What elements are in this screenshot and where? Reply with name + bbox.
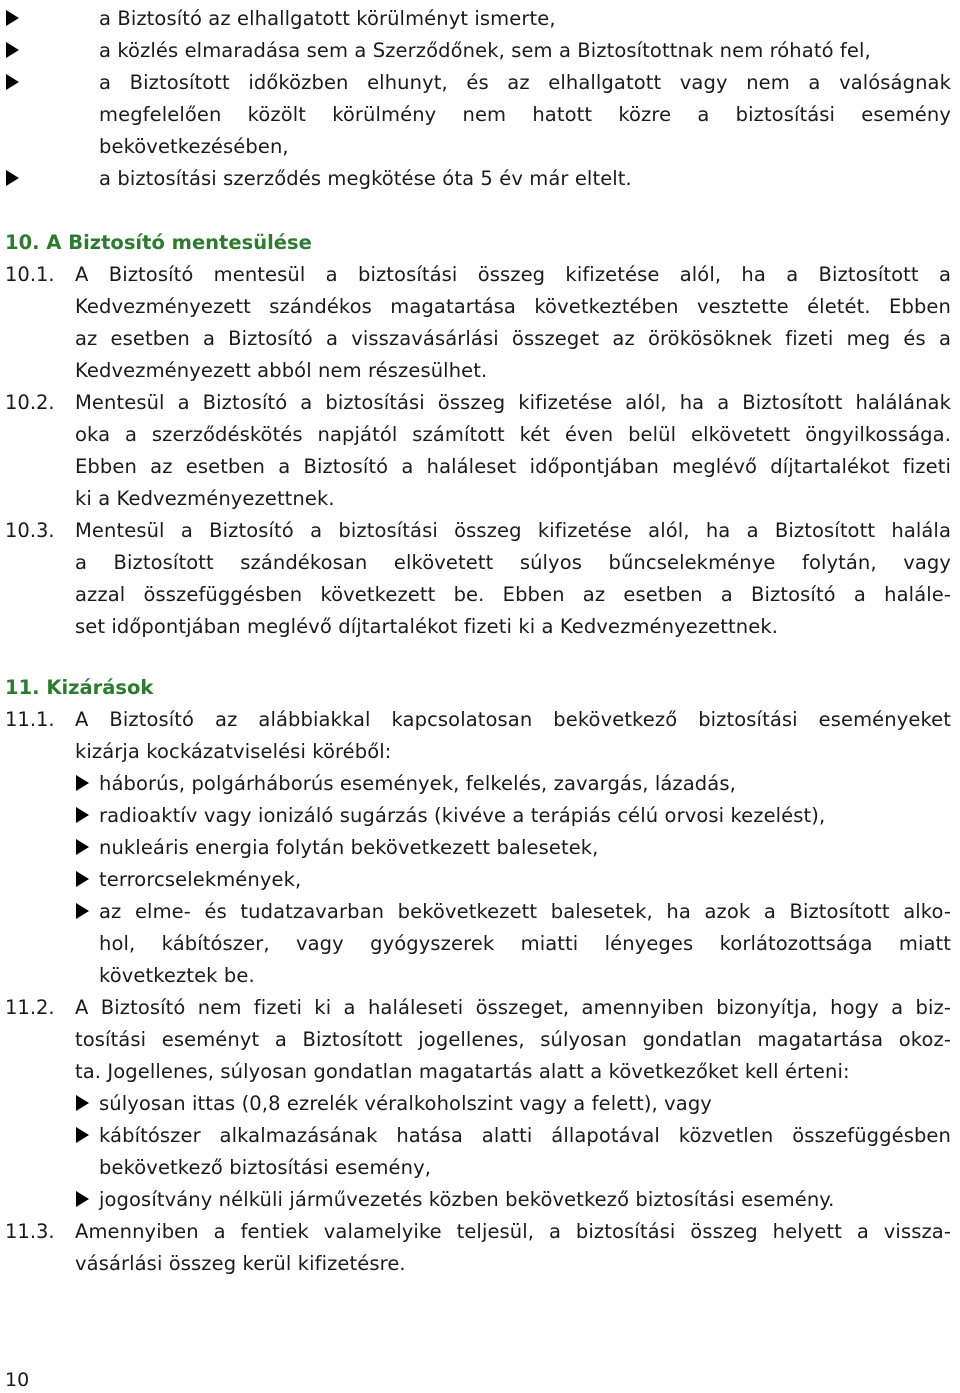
bullet-text: bekövetkezésében, xyxy=(99,135,289,158)
right-triangle-bullet-icon xyxy=(76,807,89,823)
paragraph-11-2 xyxy=(0,992,960,1024)
right-triangle-bullet-icon xyxy=(6,42,19,58)
paragraph-line xyxy=(0,736,960,768)
paragraph-line xyxy=(0,1056,960,1088)
paragraph-line xyxy=(0,1248,960,1280)
paragraph-number: 10.3. xyxy=(5,519,55,542)
paragraph-text: vásárlási összeg kerül kifizetésre. xyxy=(75,1252,406,1275)
section-heading xyxy=(0,227,960,259)
bullet-text: kábítószer alkalmazásának hatása alatti állapotával közvetlen összefüggésben xyxy=(99,1124,951,1147)
list-item xyxy=(0,3,960,35)
list-item xyxy=(0,67,960,99)
paragraph-number: 10.2. xyxy=(5,391,55,414)
paragraph-line xyxy=(0,323,960,355)
bullet-text: a közlés elmaradása sem a Szerződőnek, sem a Biztosítottnak nem róható fel, xyxy=(99,39,871,62)
paragraph-text: Mentesül a Biztosító a biztosítási összeg kifizetése alól, ha a Biztosított halálának xyxy=(75,391,951,414)
paragraph-number: 11.1. xyxy=(5,708,55,731)
bullet-text: következtek be. xyxy=(99,964,255,987)
paragraph-line xyxy=(0,355,960,387)
list-item xyxy=(0,896,960,928)
paragraph-text: oka a szerződéskötés napjától számított két éven belül elkövetett öngyilkossága. xyxy=(75,423,951,446)
section-10-heading: 10. A Biztosító mentesülése xyxy=(5,231,312,254)
paragraph-text: az esetben a Biztosító a visszavásárlási összeget az örökösöknek fizeti meg és a xyxy=(75,327,951,350)
paragraph-text: tosítási eseményt a Biztosított jogellenes, súlyosan gondatlan magatartása okoz- xyxy=(75,1028,951,1051)
paragraph-text: set időpontjában meglévő díjtartalékot fizeti ki a Kedvezményezettnek. xyxy=(75,615,779,638)
paragraph-text: Kedvezményezett abból nem részesülhet. xyxy=(75,359,488,382)
bullet-text: radioaktív vagy ionizáló sugárzás (kivéve a terápiás célú orvosi kezelést), xyxy=(99,804,826,827)
list-item-continuation xyxy=(0,1152,960,1184)
paragraph-text: A Biztosító az alábbiakkal kapcsolatosan bekövetkező biztosítási eseményeket xyxy=(75,708,951,731)
paragraph-text: ta. Jogellenes, súlyosan gondatlan magatartás alatt a következőket kell érteni: xyxy=(75,1060,850,1083)
list-item-continuation xyxy=(0,928,960,960)
paragraph-text: Kedvezményezett szándékos magatartása következtében vesztette életét. Ebben xyxy=(75,295,951,318)
right-triangle-bullet-icon xyxy=(76,1191,89,1207)
paragraph-line xyxy=(0,419,960,451)
right-triangle-bullet-icon xyxy=(76,871,89,887)
list-item xyxy=(0,1120,960,1152)
list-item xyxy=(0,832,960,864)
paragraph-number: 11.2. xyxy=(5,996,55,1019)
bullet-text: megfelelően közölt körülmény nem hatott közre a biztosítási esemény xyxy=(99,103,951,126)
paragraph-10-1 xyxy=(0,259,960,291)
page-number: 10 xyxy=(5,1369,30,1391)
right-triangle-bullet-icon xyxy=(6,170,19,186)
bullet-text: jogosítvány nélküli járművezetés közben bekövetkező biztosítási esemény. xyxy=(99,1188,835,1211)
bullet-text: az elme- és tudatzavarban bekövetkezett balesetek, ha azok a Biztosított alko- xyxy=(99,900,951,923)
paragraph-line xyxy=(0,579,960,611)
paragraph-line xyxy=(0,291,960,323)
paragraph-10-3 xyxy=(0,515,960,547)
list-item xyxy=(0,163,960,195)
list-item-continuation xyxy=(0,960,960,992)
paragraph-11-1 xyxy=(0,704,960,736)
bullet-text: a Biztosító az elhallgatott körülményt ismerte, xyxy=(99,7,556,30)
bullet-text: bekövetkező biztosítási esemény, xyxy=(99,1156,432,1179)
right-triangle-bullet-icon xyxy=(76,1095,89,1111)
bullet-text: a Biztosított időközben elhunyt, és az elhallgatott vagy nem a valóságnak xyxy=(99,71,951,94)
list-item xyxy=(0,768,960,800)
right-triangle-bullet-icon xyxy=(76,775,89,791)
paragraph-text: a Biztosított szándékosan elkövetett súlyos bűncselekménye folytán, vagy xyxy=(75,551,951,574)
bullet-text: súlyosan ittas (0,8 ezrelék véralkoholszint vagy a felett), vagy xyxy=(99,1092,712,1115)
right-triangle-bullet-icon xyxy=(6,10,19,26)
paragraph-line xyxy=(0,1024,960,1056)
list-item xyxy=(0,1088,960,1120)
paragraph-text: kizárja kockázatviselési köréből: xyxy=(75,740,392,763)
paragraph-text: A Biztosító nem fizeti ki a haláleseti összeget, amennyiben bizonyítja, hogy a biz- xyxy=(75,996,951,1019)
paragraph-text: azzal összefüggésben következett be. Ebben az esetben a Biztosító a halále- xyxy=(75,583,951,606)
paragraph-line xyxy=(0,483,960,515)
bullet-text: nukleáris energia folytán bekövetkezett balesetek, xyxy=(99,836,599,859)
paragraph-11-3 xyxy=(0,1216,960,1248)
list-item-continuation xyxy=(0,99,960,131)
paragraph-10-2 xyxy=(0,387,960,419)
list-item xyxy=(0,800,960,832)
paragraph-number: 10.1. xyxy=(5,263,55,286)
paragraph-number: 11.3. xyxy=(5,1220,55,1243)
bullet-text: terrorcselekmények, xyxy=(99,868,302,891)
bullet-text: a biztosítási szerződés megkötése óta 5 év már eltelt. xyxy=(99,167,632,190)
list-item xyxy=(0,35,960,67)
paragraph-line xyxy=(0,451,960,483)
bullet-text: hol, kábítószer, vagy gyógyszerek miatti lényeges korlátozottsága miatt xyxy=(99,932,951,955)
paragraph-text: ki a Kedvezményezettnek. xyxy=(75,487,335,510)
bullet-text: háborús, polgárháborús események, felkelés, zavargás, lázadás, xyxy=(99,772,736,795)
paragraph-text: Ebben az esetben a Biztosító a haláleset időpontjában meglévő díjtartalékot fizeti xyxy=(75,455,951,478)
section-11-heading: 11. Kizárások xyxy=(5,676,154,699)
paragraph-text: A Biztosító mentesül a biztosítási összeg kifizetése alól, ha a Biztosított a xyxy=(75,263,951,286)
paragraph-text: Mentesül a Biztosító a biztosítási összeg kifizetése alól, ha a Biztosított halála xyxy=(75,519,951,542)
paragraph-text: Amennyiben a fentiek valamelyike teljesül, a biztosítási összeg helyett a vissza- xyxy=(75,1220,951,1243)
section-heading xyxy=(0,672,960,704)
paragraph-line xyxy=(0,547,960,579)
right-triangle-bullet-icon xyxy=(6,74,19,90)
right-triangle-bullet-icon xyxy=(76,903,89,919)
paragraph-line xyxy=(0,611,960,643)
right-triangle-bullet-icon xyxy=(76,839,89,855)
right-triangle-bullet-icon xyxy=(76,1127,89,1143)
list-item xyxy=(0,1184,960,1216)
list-item-continuation xyxy=(0,131,960,163)
list-item xyxy=(0,864,960,896)
